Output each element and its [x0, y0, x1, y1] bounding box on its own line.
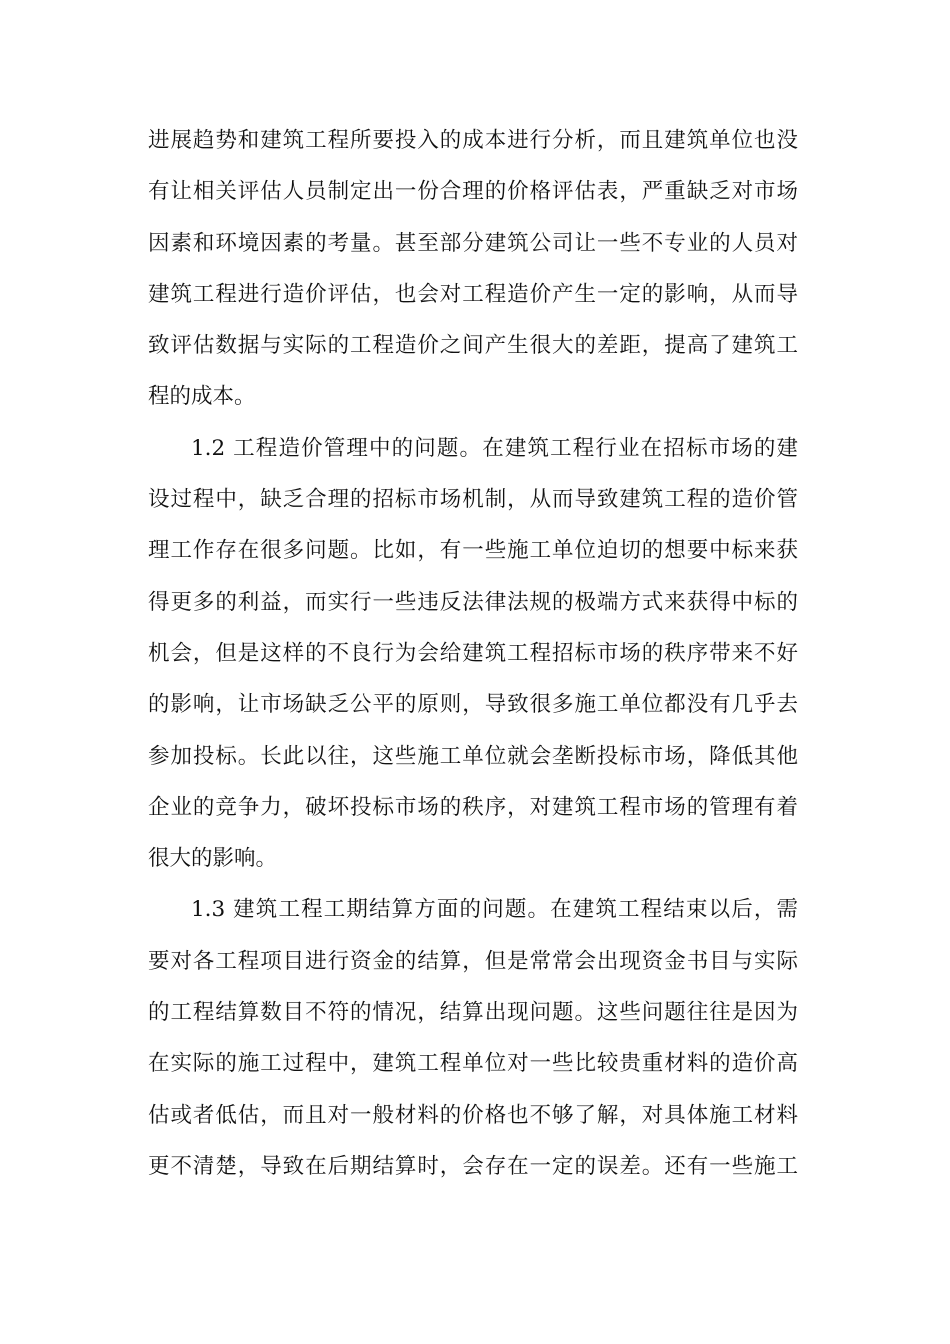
text-line: 参加投标。长此以往，这些施工单位就会垄断投标市场，降低其他 [148, 743, 798, 769]
text-line: 设过程中，缺乏合理的招标市场机制，从而导致建筑工程的造价管 [148, 487, 798, 513]
text-line: 很大的影响。 [148, 846, 278, 872]
paragraph-3 [148, 884, 798, 1192]
text-line: 的影响，让市场缺乏公平的原则，导致很多施工单位都没有几乎去 [148, 692, 798, 718]
text-line: 企业的竞争力，破坏投标市场的秩序，对建筑工程市场的管理有着 [148, 794, 798, 820]
paragraph-1 [148, 115, 798, 423]
text-line: 程的成本。 [148, 384, 256, 410]
text-line: 致评估数据与实际的工程造价之间产生很大的差距，提高了建筑工 [148, 333, 798, 359]
text-line: 在实际的施工过程中，建筑工程单位对一些比较贵重材料的造价高 [148, 1051, 798, 1077]
body-text [148, 115, 798, 1192]
text-line: 理工作存在很多问题。比如，有一些施工单位迫切的想要中标来获 [148, 538, 798, 564]
paragraph-2 [148, 423, 798, 885]
text-line: 估或者低估，而且对一般材料的价格也不够了解，对具体施工材料 [148, 1102, 798, 1128]
text-line: 得更多的利益，而实行一些违反法律法规的极端方式来获得中标的 [148, 589, 798, 615]
text-line: 更不清楚，导致在后期结算时，会存在一定的误差。还有一些施工 [148, 1153, 798, 1179]
text-line: 有让相关评估人员制定出一份合理的价格评估表，严重缺乏对市场 [148, 179, 798, 205]
text-line: 建筑工程进行造价评估，也会对工程造价产生一定的影响，从而导 [148, 281, 798, 307]
text-line: 进展趋势和建筑工程所要投入的成本进行分析，而且建筑单位也没 [148, 128, 798, 153]
text-line: 1.2 工程造价管理中的问题。在建筑工程行业在招标市场的建 [191, 435, 798, 461]
text-line: 的工程结算数目不符的情况，结算出现问题。这些问题往往是因为 [148, 1000, 798, 1026]
text-line: 1.3 建筑工程工期结算方面的问题。在建筑工程结束以后，需 [191, 897, 798, 923]
text-line: 因素和环境因素的考量。甚至部分建筑公司让一些不专业的人员对 [148, 230, 798, 256]
text-line: 机会，但是这样的不良行为会给建筑工程招标市场的秩序带来不好 [148, 640, 798, 666]
text-line: 要对各工程项目进行资金的结算，但是常常会出现资金书目与实际 [148, 948, 798, 974]
